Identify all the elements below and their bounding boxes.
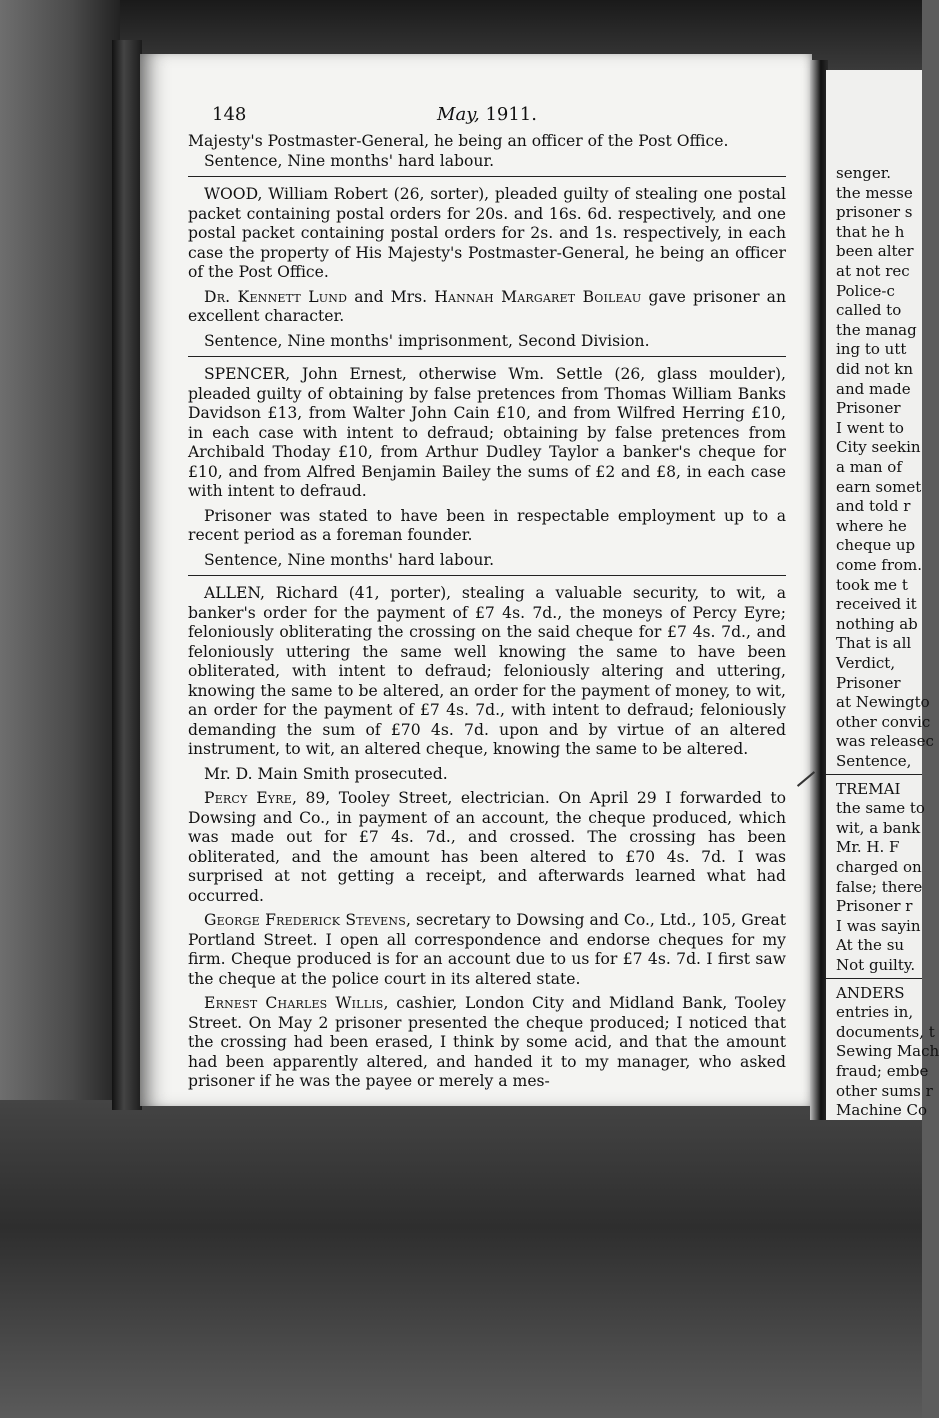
right-page-line: I went to [836, 418, 904, 437]
right-page-line: wit, a bank [836, 818, 921, 837]
right-page-line: Verdict, [836, 654, 896, 672]
spencer-statement: Prisoner was stated to have been in respectable employment up to a recent period as a foreman founder. [188, 506, 786, 544]
running-head-year: 1911. [485, 104, 537, 125]
right-page-line: Mr. H. F [836, 838, 900, 857]
left-page [140, 54, 812, 1106]
right-page-line: did not kn [836, 360, 914, 378]
witness-eyre: Percy Eyre, 89, Tooley Street, electrician. On April 29 I forwarded to Dowsing and Co., in payment of an account, the cheque produced, which was made out for £7 4s. 7d., and crossed. The crossing has been obliterated, and the amount has been altered to £70 4s. 7d. I was surprised at not getting a receipt, and afterwards learned what had occurred. [188, 789, 786, 905]
right-page-line: other convic [836, 712, 931, 731]
right-page-line: Sentence, [836, 752, 912, 770]
right-page-line: TREMAI [836, 779, 901, 798]
right-page-line: fraud; embe [836, 1062, 929, 1080]
right-page-line: called to [836, 301, 902, 320]
right-page-line: Police-c [836, 281, 895, 300]
wood-charge: WOOD, William Robert (26, sorter), pleaded guilty of stealing one postal packet containing postal orders for 20s. and 16s. 6d. respectively, and one postal packet containing postal orders for 2s. and 1s. respectively, in each case the property of His Majesty's Postmaster-General, he being an officer of the Post Office. [188, 185, 786, 281]
right-page-line: senger. [836, 164, 892, 182]
right-page-line: That is all [836, 634, 912, 653]
right-page-line: a man of [836, 458, 902, 476]
right-page-line: earn somet [836, 477, 922, 496]
right-page-line: I was sayin [836, 916, 921, 935]
right-page-line: ANDERS [836, 983, 905, 1002]
right-page-line: Prisoner r [836, 897, 913, 916]
page-header [188, 98, 786, 132]
right-page-line: charged on [836, 858, 922, 876]
page-number: 148 [212, 104, 247, 125]
right-page-line: At the su [836, 936, 905, 955]
right-page-line: entries in, [836, 1003, 914, 1022]
right-page-divider [826, 978, 922, 979]
section-divider [188, 356, 786, 357]
right-page-line: other sums r [836, 1081, 933, 1100]
right-page-line: at not rec [836, 262, 910, 280]
scan-bottom-edge [0, 1100, 922, 1418]
running-head [188, 104, 786, 125]
right-page-line: where he [836, 516, 907, 535]
book-binding [112, 40, 142, 1110]
right-page-line: Not guilty. [836, 956, 916, 974]
right-page-line: false; there [836, 877, 923, 896]
right-page-line: Prisoner [836, 399, 901, 418]
right-page-line: Machine Co [836, 1101, 927, 1120]
section-divider [188, 575, 786, 576]
wood-character: Dr. Kennett Lund and Mrs. Hannah Margaret Boileau gave prisoner an excellent character. [188, 287, 786, 325]
right-page-line: was releasec [836, 732, 934, 751]
right-page-line: cheque up [836, 536, 916, 555]
spencer-sentence: Sentence, Nine months' hard labour. [204, 550, 495, 569]
right-page-line: nothing ab [836, 614, 918, 633]
witness-stevens: George Frederick Stevens, secretary to Dowsing and Co., Ltd., 105, Great Portland Street. I open all correspondence and endorse cheques for my firm. Cheque produced is for an account due to us for £7 4s. 7d. I first saw the cheque at the police court in its altered state. [188, 911, 786, 988]
right-page-line: come from. [836, 556, 923, 574]
right-page-line: the messe [836, 183, 913, 202]
continued-paragraph: Majesty's Postmaster-General, he being an officer of the Post Office. [188, 132, 729, 150]
right-page-line: received it [836, 595, 917, 614]
right-page-line: and made [836, 379, 911, 398]
right-page-line: been alter [836, 242, 914, 261]
sentence-line: Sentence, Nine months' hard labour. [204, 151, 495, 170]
right-page-line: Prisoner [836, 673, 901, 692]
allen-charge: ALLEN, Richard (41, porter), stealing a valuable security, to wit, a banker's order for the payment of £7 4s. 7d., the moneys of Percy Eyre; feloniously obliterating the crossing on the said cheque for £7 4s. 7d., and feloniously uttering the same well knowing the same to have been obliterated, with intent to defraud; feloniously altering and uttering, knowing the same to be altered, an order for the payment of money, to wit, an order for the payment of £7 4s. 7d., with intent to defraud; feloniously demanding the sum of £70 4s. 7d. upon and by virtue of an altered instrument, to wit, an altered cheque, knowing the same to be altered. [188, 584, 786, 758]
right-page-line: ing to utt [836, 340, 907, 359]
witness-willis: Ernest Charles Willis, cashier, London City and Midland Bank, Tooley Street. On May 2 prisoner presented the cheque produced; I noticed that the crossing had been erased, I think by some acid, and that the amount had been apparently altered, and handed it to my manager, who asked prisoner if he was the payee or merely a mes- [188, 994, 786, 1090]
right-page-line: took me t [836, 575, 908, 594]
right-page-line: Sewing Mach [836, 1042, 939, 1061]
running-head-month: May, [437, 104, 480, 125]
right-page-line: City seekin [836, 438, 921, 457]
allen-prosecutor: Mr. D. Main Smith prosecuted. [204, 764, 448, 783]
right-page-line: the manag [836, 320, 917, 339]
right-page-line: documents, t [836, 1022, 935, 1041]
right-page-line: and told r [836, 497, 911, 516]
right-page-divider [826, 774, 922, 775]
right-page-line: prisoner s [836, 203, 913, 222]
page-content [188, 98, 786, 1092]
wood-sentence: Sentence, Nine months' imprisonment, Second Division. [204, 331, 650, 350]
spencer-charge: SPENCER, John Ernest, otherwise Wm. Settle (26, glass moulder), pleaded guilty of obtaining by false pretences from Thomas William Banks Davidson £13, from Walter John Cain £10, and from Wilfred Herring £10, in each case with intent to defraud; obtaining by false pretences from Archibald Thoday £10, from Arthur Dudley Taylor a banker's cheque for £10, and from Alfred Benjamin Bailey the sums of £2 and £8, in each case with intent to defraud. [188, 365, 786, 500]
right-page-line: that he h [836, 222, 905, 241]
right-page-line: the same to [836, 799, 925, 818]
right-page-line: at Newingto [836, 693, 930, 712]
right-page-fragment [826, 70, 939, 1120]
section-divider [188, 176, 786, 177]
